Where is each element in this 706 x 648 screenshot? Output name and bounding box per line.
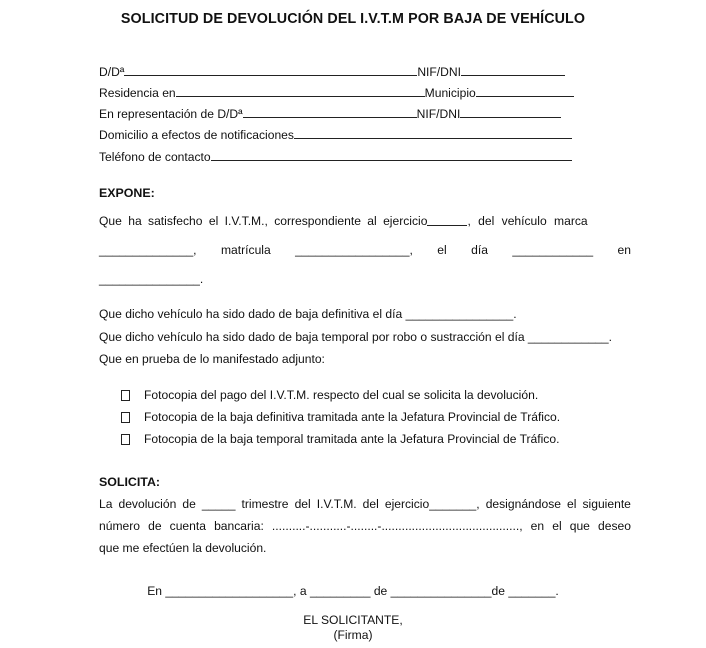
solicita-word: número [99,519,141,533]
solicita-word: el [552,519,562,533]
phone-row [99,149,572,165]
fiscal-year-field[interactable] [427,214,467,226]
solicita-word: del [294,497,311,511]
expone-heading: EXPONE: [99,186,155,200]
solicita-line-1 [99,497,631,512]
municipality-field[interactable] [476,85,574,97]
solicita-word: cuenta [169,519,206,533]
solicita-word: devolución [118,497,177,511]
quarter-blank[interactable]: _____ [201,497,236,511]
solicita-word: La [99,497,113,511]
expone-p2: Que dicho vehículo ha sido dado de baja definitiva el día ________________. [99,307,517,321]
solicita-word: en [530,519,545,533]
expone-p4: Que en prueba de lo manifestado adjunto: [99,352,325,366]
address-field[interactable] [294,127,572,139]
expone-p1-text-2: , del vehículo marca [467,214,588,228]
solicita-word: I.V.T.M. [316,497,357,511]
solicita-word: de [182,497,196,511]
attachment-label: Fotocopia de la baja temporal tramitada ante la Jefatura Provincial de Tráfico. [144,432,560,446]
representation-field[interactable] [243,106,417,118]
attachment-checkbox[interactable] [121,390,130,401]
page-title: SOLICITUD DE DEVOLUCIÓN DEL I.V.T.M POR BAJA DE VEHÍCULO [120,11,586,27]
brand-blank[interactable]: ______________, [99,243,197,257]
attachment-item [121,388,538,402]
signature-label: EL SOLICITANTE, [303,613,403,627]
rep-nif-label: NIF/DNI [416,107,461,121]
en-word: en [617,243,631,257]
residence-label: Residencia en [99,86,176,100]
attachment-label: Fotocopia de la baja definitiva tramitada ante la Jefatura Provincial de Tráfico. [144,410,561,424]
name-row [99,64,565,80]
solicita-word: siguiente [582,497,631,511]
bank-account-blank[interactable]: ..........-...........-........-........................................., [271,519,523,533]
signature-sub: (Firma) [333,628,373,642]
solicita-word: trimestre [241,497,289,511]
solicita-line-2 [99,519,631,534]
residence-row [99,85,574,101]
attachment-checkbox[interactable] [121,412,130,423]
address-row [99,127,572,143]
attachment-item [121,432,559,446]
solicita-word: que [569,519,590,533]
attachment-label: Fotocopia del pago del I.V.T.M. respecto del cual se solicita la devolución. [144,388,539,402]
date-blank[interactable]: ____________ [512,243,594,257]
dia-word: día [471,243,488,257]
expone-p1-text-1: Que ha satisfecho el I.V.T.M., correspondiente al ejercicio [99,214,428,228]
expone-line-3[interactable]: _______________. [99,272,204,286]
solicita-word: deseo [598,519,631,533]
plate-blank[interactable]: _________________, [295,243,413,257]
nif-field[interactable] [461,64,565,76]
name-field[interactable] [124,64,417,76]
rep-nif-field[interactable] [460,106,561,118]
phone-label: Teléfono de contacto [99,150,211,164]
solicita-word: de [148,519,162,533]
solicita-word: designándose [485,497,562,511]
solicita-word: bancaria: [214,519,264,533]
attachment-checkbox[interactable] [121,434,130,445]
residence-field[interactable] [176,85,425,97]
solicita-word: del [362,497,379,511]
expone-line-2 [99,243,631,258]
nif-label: NIF/DNI [417,65,461,79]
solicita-heading: SOLICITA: [99,475,161,489]
signature-place-date[interactable]: En ___________________, a _________ de _______________de _______. [147,584,559,598]
municipality-label: Municipio [424,86,476,100]
solicita-line-3: que me efectúen la devolución. [99,541,267,555]
phone-field[interactable] [211,149,572,161]
attachment-item [121,410,560,424]
representation-label: En representación de D/Dª [99,107,243,121]
el-word: el [437,243,447,257]
address-label: Domicilio a efectos de notificaciones [99,128,294,142]
expone-line-1 [99,214,631,229]
year-blank[interactable]: ejercicio_______, [384,497,480,511]
name-label: D/Dª [99,65,125,79]
representation-row [99,106,561,122]
matricula-word: matrícula [220,243,271,257]
solicita-word: el [567,497,577,511]
expone-p3: Que dicho vehículo ha sido dado de baja temporal por robo o sustracción el día ____________. [99,330,612,344]
